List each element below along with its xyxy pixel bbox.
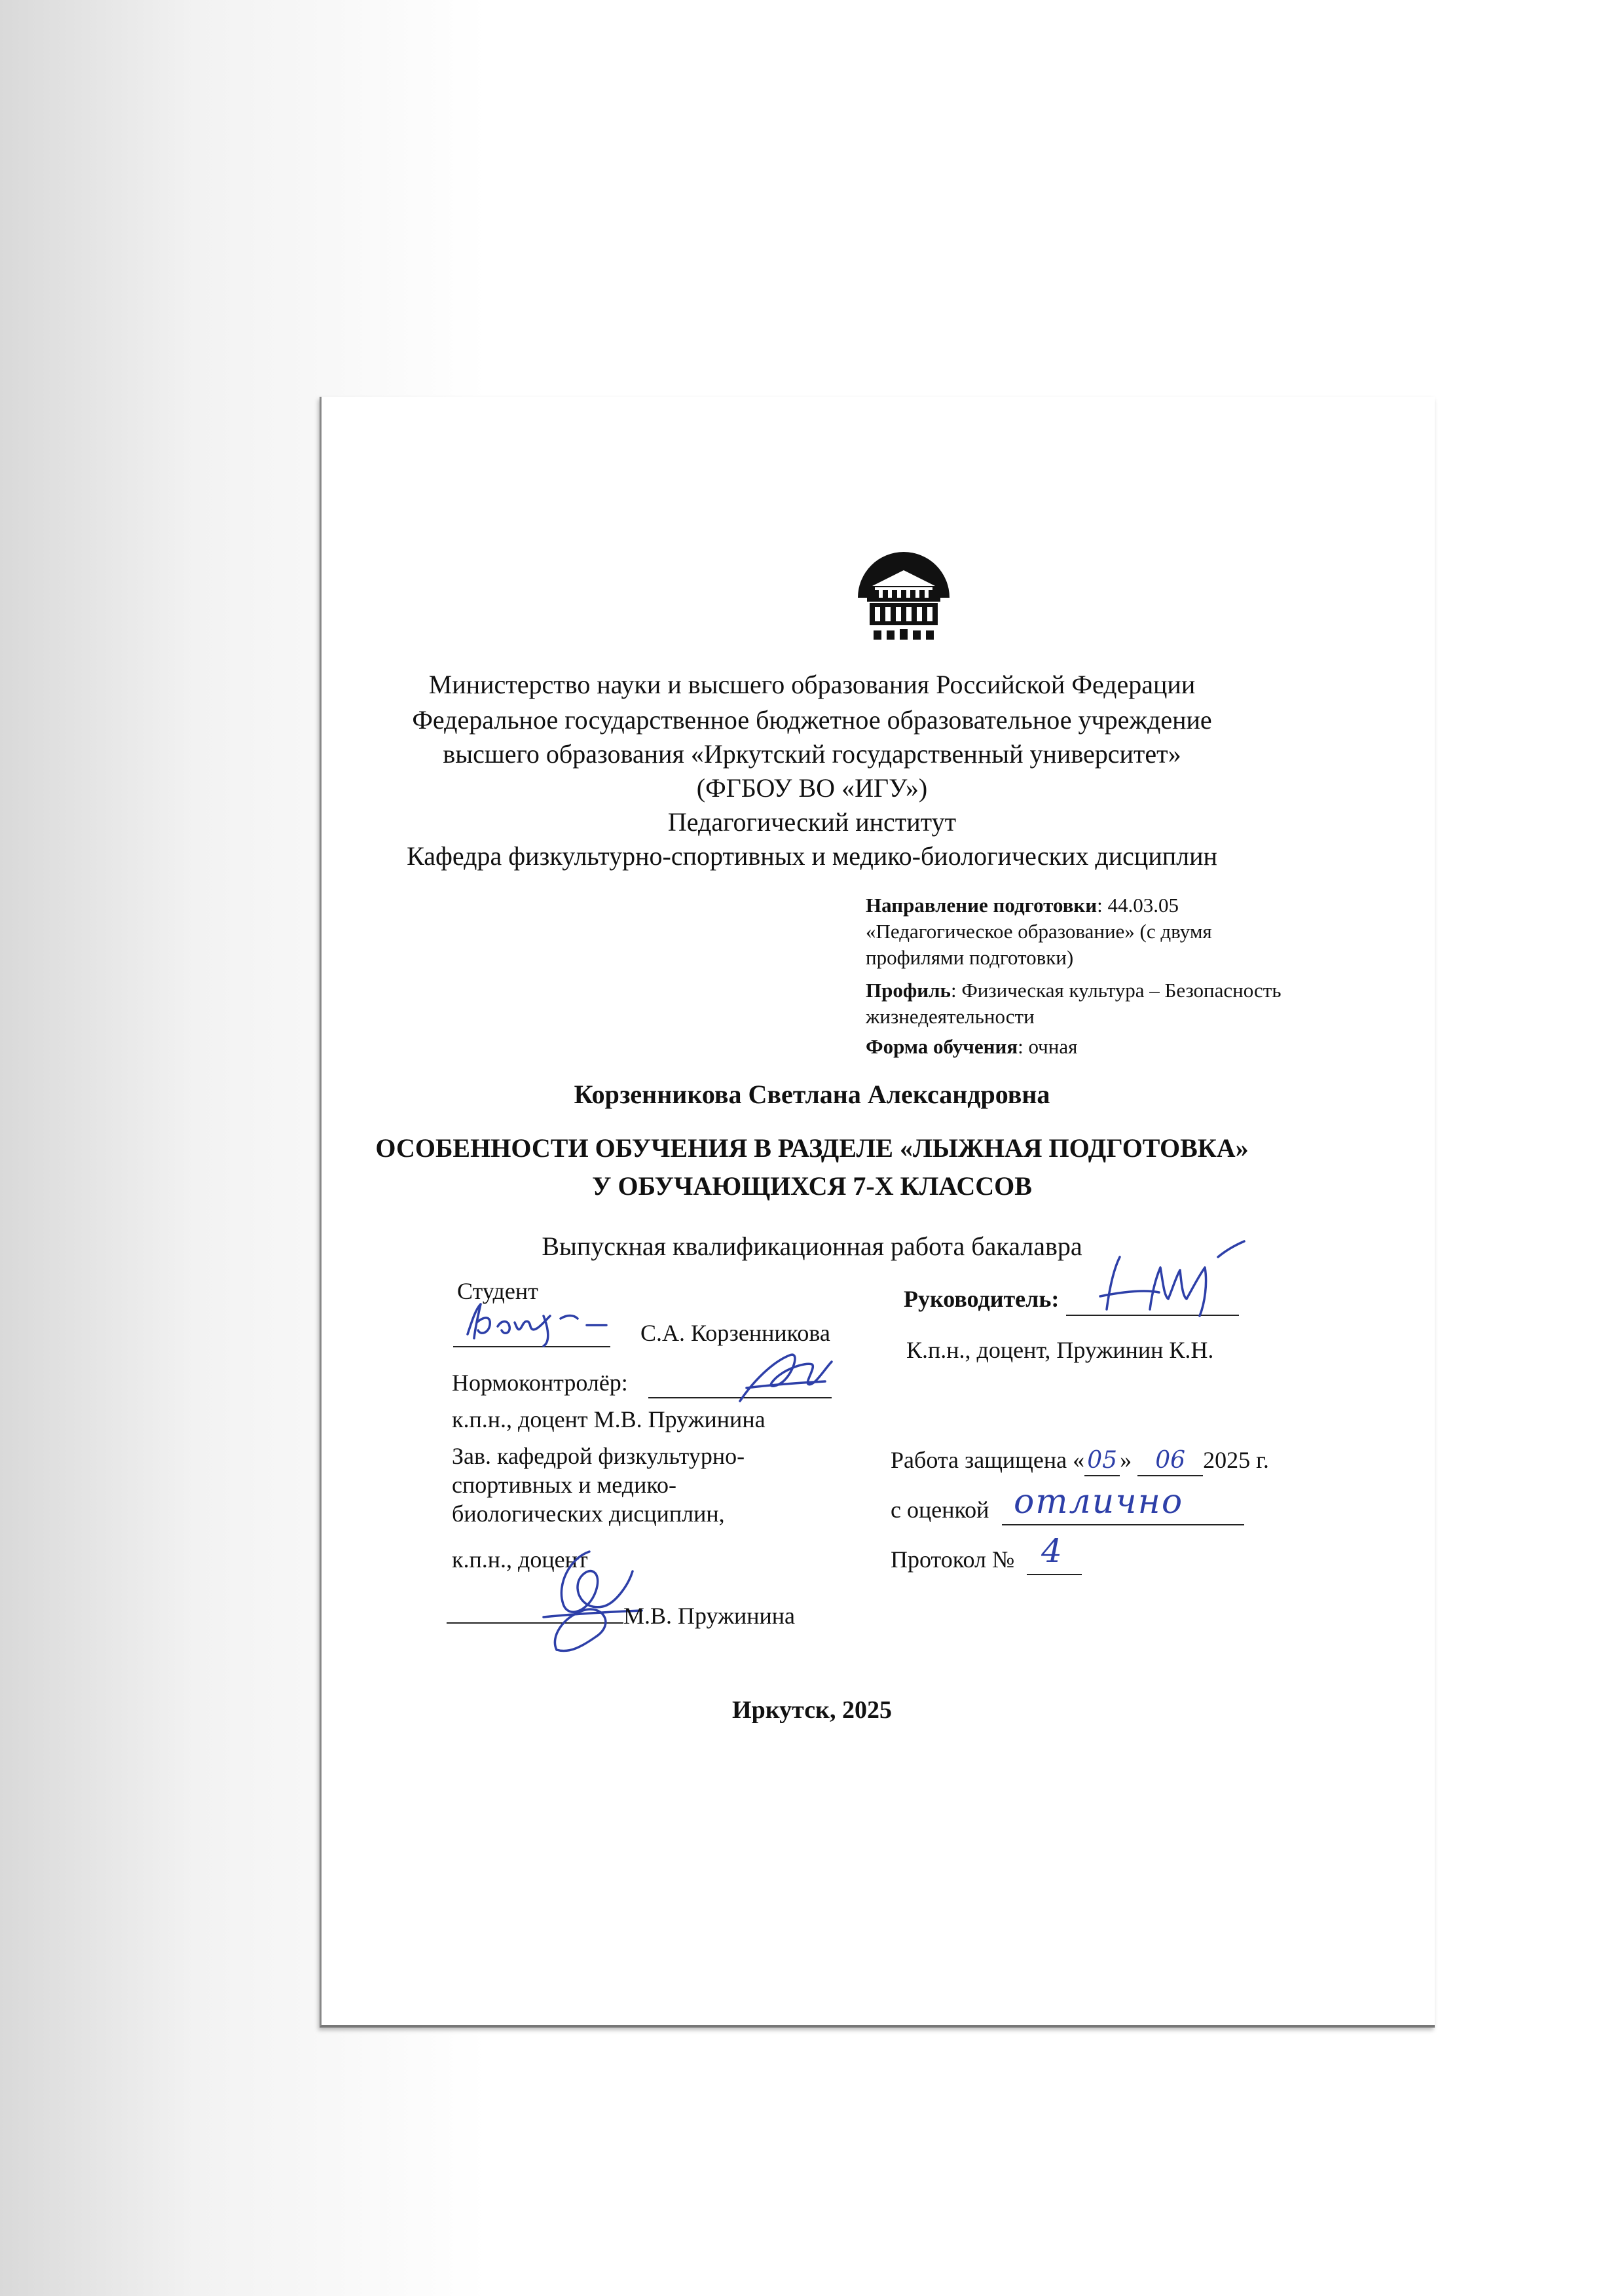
- normcontrol-name: к.п.н., доцент М.В. Пружинина: [452, 1406, 766, 1432]
- direction-label: Направление подготовки: [866, 894, 1098, 917]
- defense-date-mid: »: [1120, 1447, 1132, 1473]
- protocol-label: Протокол №: [891, 1546, 1015, 1573]
- direction-code: : 44.03.05: [1097, 894, 1179, 917]
- department-head-line-3: биологических дисциплин,: [452, 1501, 725, 1527]
- profile-label: Профиль: [866, 979, 951, 1002]
- thesis-title-line-2: У ОБУЧАЮЩИХСЯ 7-Х КЛАССОВ: [592, 1171, 1032, 1201]
- student-label: Студент: [457, 1278, 538, 1304]
- work-type: Выпускная квалификационная работа бакалавра: [542, 1231, 1082, 1261]
- profile-value: : Физическая культура – Безопасность: [950, 979, 1282, 1002]
- grade-label: с оценкой: [891, 1497, 989, 1523]
- defense-day: 05: [1084, 1446, 1120, 1476]
- thesis-title-line-1: ОСОБЕННОСТИ ОБУЧЕНИЯ В РАЗДЕЛЕ «ЛЫЖНАЯ ПОДГОТОВКА»: [375, 1133, 1249, 1163]
- program-profile: [866, 978, 1281, 1003]
- program-direction: [866, 893, 1179, 918]
- university-name-line: высшего образования «Иркутский государственный университет»: [443, 739, 1181, 769]
- defense-month: 06: [1137, 1446, 1203, 1476]
- normcontrol-label: Нормоконтролёр:: [452, 1370, 628, 1396]
- normcontrol-signature-icon: [727, 1342, 845, 1414]
- program-direction-name-1: «Педагогическое образование» (с двумя: [866, 920, 1212, 943]
- department-head-signature-icon: [517, 1539, 655, 1663]
- ministry-line: Министерство науки и высшего образования Российской Федерации: [428, 670, 1196, 699]
- department-head-line-2: спортивных и медико-: [452, 1472, 677, 1498]
- grade-value: отлично: [1014, 1482, 1184, 1522]
- department-head-name: М.В. Пружинина: [623, 1603, 795, 1629]
- grade-line: [1002, 1524, 1244, 1525]
- program-form: [866, 1034, 1077, 1059]
- supervisor-label: Руководитель:: [904, 1286, 1060, 1312]
- program-direction-name-2: профилями подготовки): [866, 946, 1074, 969]
- department-head-line-1: Зав. кафедрой физкультурно-: [452, 1443, 745, 1469]
- city-year: Иркутск, 2025: [732, 1696, 892, 1724]
- university-building-logo-icon: [855, 545, 952, 644]
- program-profile-2: жизнедеятельности: [866, 1005, 1035, 1028]
- form-label: Форма обучения: [866, 1035, 1018, 1058]
- supervisor-name: К.п.н., доцент, Пружинин К.Н.: [906, 1337, 1214, 1363]
- student-name: С.А. Корзенникова: [640, 1320, 830, 1346]
- author-name: Корзенникова Светлана Александровна: [574, 1080, 1050, 1109]
- student-signature-icon: [458, 1296, 616, 1349]
- defense-date: [891, 1446, 1269, 1476]
- form-value: : очная: [1018, 1035, 1078, 1058]
- supervisor-signature-icon: [1087, 1231, 1264, 1329]
- institution-type-line: Федеральное государственное бюджетное образовательное учреждение: [412, 705, 1212, 735]
- department-head-degree: к.п.н., доцент: [452, 1546, 588, 1573]
- protocol-line: [1027, 1574, 1082, 1575]
- institute-name: Педагогический институт: [667, 807, 957, 837]
- defense-year: 2025 г.: [1203, 1447, 1269, 1473]
- university-abbreviation: (ФГБОУ ВО «ИГУ»): [696, 773, 928, 803]
- department-name: Кафедра физкультурно-спортивных и медико-биологических дисциплин: [407, 841, 1217, 871]
- defense-date-prefix: Работа защищена «: [891, 1447, 1085, 1473]
- protocol-number: 4: [1041, 1532, 1062, 1570]
